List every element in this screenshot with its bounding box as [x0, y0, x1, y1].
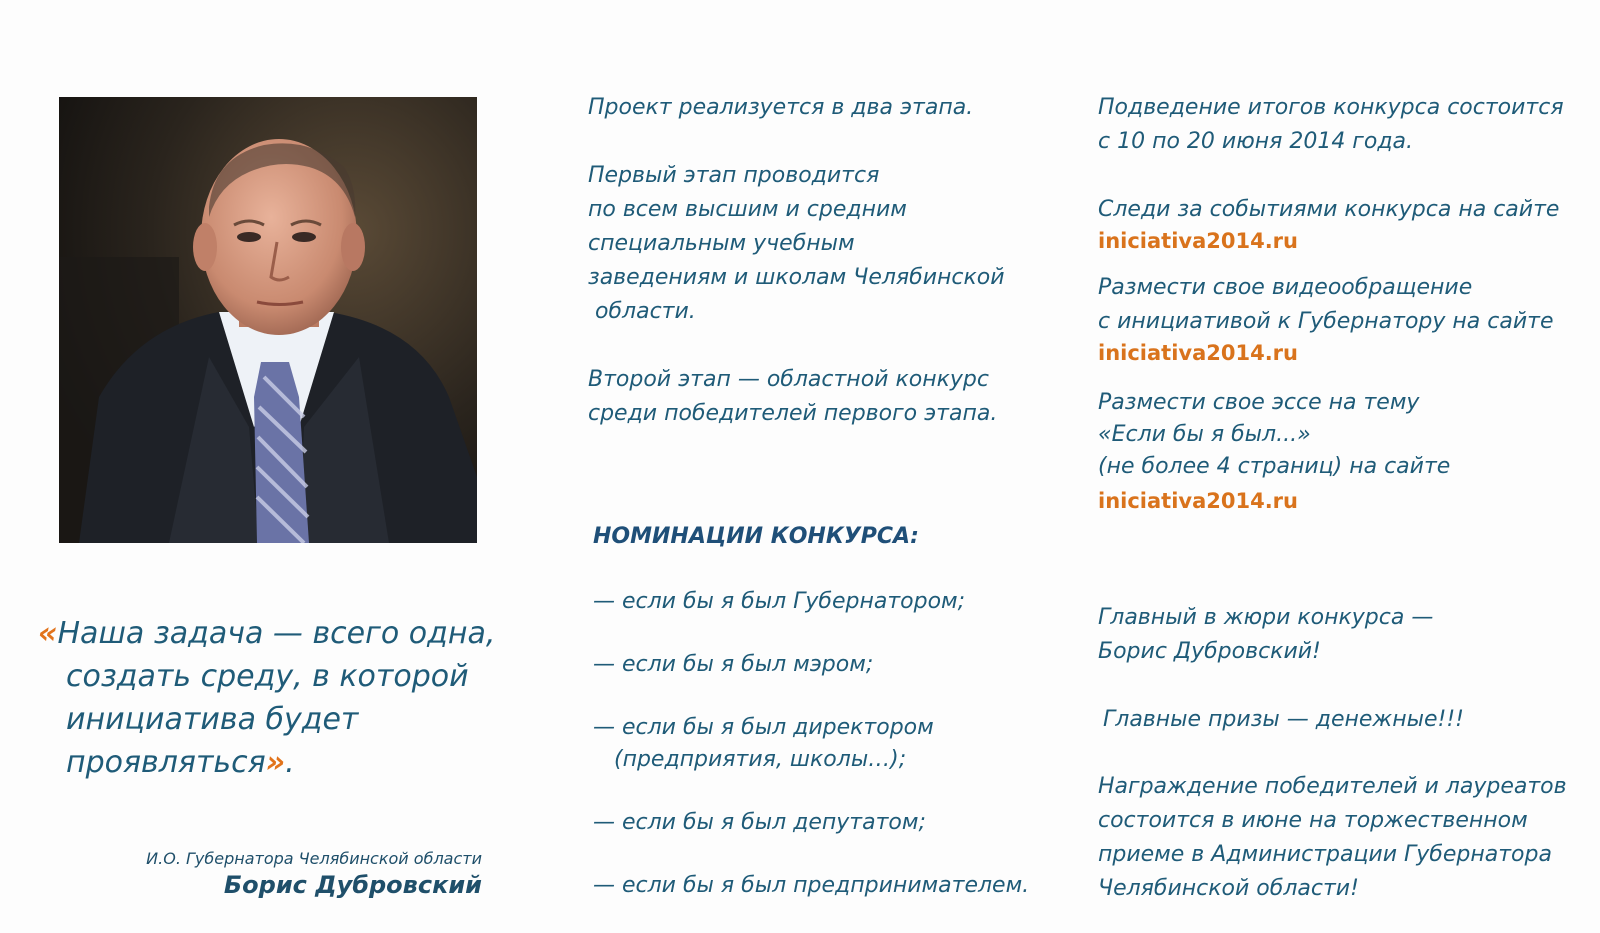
signature-block: [100, 848, 482, 900]
prizes-info: Главные призы — денежные!!!: [1103, 707, 1464, 732]
governor-portrait-photo: [59, 97, 477, 543]
stages-intro: Проект реализуется в два этапа.: [588, 95, 974, 120]
quote-line-1: «Наша задача — всего одна,: [38, 616, 496, 651]
nomination-item: — если бы я был депутатом;: [593, 810, 926, 835]
signature-role: И.О. Губернатора Челябинской области: [146, 849, 482, 868]
quote-line-2: создать среду, в которой: [66, 659, 469, 694]
nomination-item-continued: (предприятия, школы…);: [593, 747, 907, 772]
nominations-heading: НОМИНАЦИИ КОНКУРСА:: [593, 524, 919, 549]
results-info: Подведение итогов конкурса состоится с 10 по 20 июня 2014 года.: [1098, 95, 1564, 154]
nomination-item: — если бы я был мэром;: [593, 652, 874, 677]
signature-name: Борис Дубровский: [223, 871, 482, 899]
stage-2-description: Второй этап — областной конкурс среди победителей первого этапа.: [588, 367, 998, 426]
quote-close-mark: »: [265, 745, 286, 780]
quote-line-4: проявляться».: [66, 745, 295, 780]
nomination-item: — если бы я был предпринимателем.: [593, 873, 1030, 898]
stage-1-description: Первый этап проводится по всем высшим и средним специальным учебным заведениям и школам Челябинской области.: [588, 163, 1005, 324]
award-info: Награждение победителей и лауреатов состоится в июне на торжественном приеме в Администрации Губернатора Челябинской области!: [1098, 774, 1567, 901]
website-link[interactable]: iniciativa2014.ru: [1098, 341, 1298, 365]
quote-line-3: инициатива будет: [66, 702, 359, 737]
governor-quote: [38, 612, 518, 784]
website-link[interactable]: iniciativa2014.ru: [1098, 229, 1298, 253]
essay-info: Размести свое эссе на тему «Если бы я был...» (не более 4 страниц) на сайте iniciativa2014.ru: [1098, 387, 1578, 515]
jury-info: Главный в жюри конкурса — Борис Дубровский!: [1098, 605, 1434, 664]
quote-open-mark: «: [38, 616, 58, 651]
portrait-illustration: [59, 97, 477, 543]
follow-info: Следи за событиями конкурса на сайте iniciativa2014.ru: [1098, 193, 1578, 255]
nomination-item: — если бы я был директором: [593, 715, 934, 740]
website-link[interactable]: iniciativa2014.ru: [1098, 489, 1298, 513]
video-info: Размести свое видеообращение с инициативой к Губернатору на сайте iniciativa2014.ru: [1098, 271, 1578, 367]
nomination-item: — если бы я был Губернатором;: [593, 589, 966, 614]
